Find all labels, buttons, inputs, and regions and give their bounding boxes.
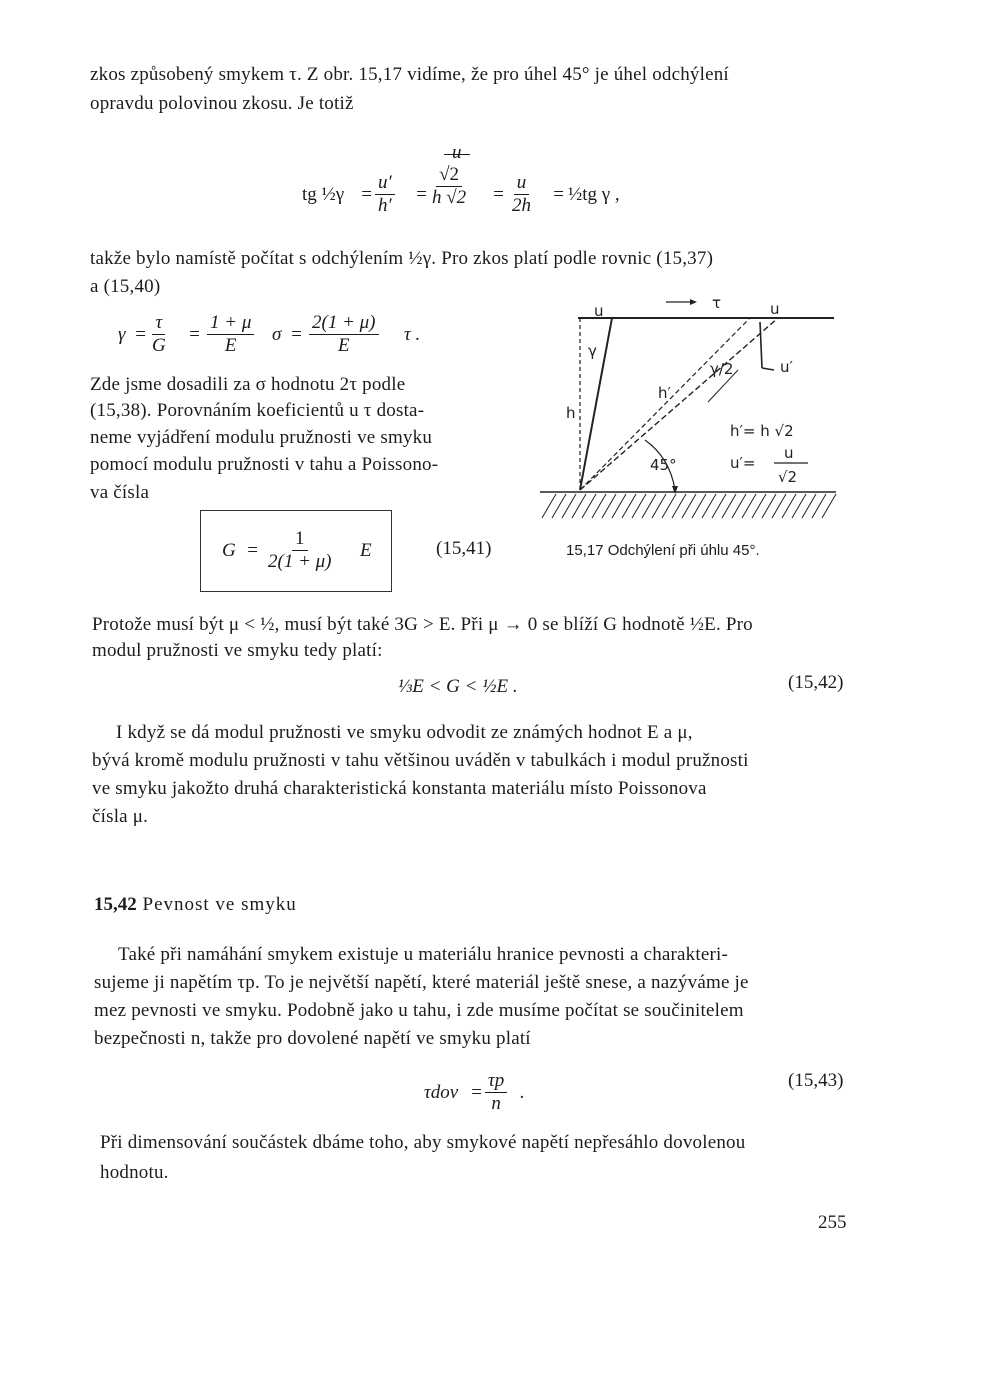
label-relation-u: u′= [730,454,756,472]
text-line: bývá kromě modulu pružnosti v tahu většinou uváděn v tabulkách i modul pružnosti [92,750,749,771]
svg-text:u: u [784,444,794,462]
label-u-prime: u′ [780,358,793,376]
fraction: $\frac{\tau}{G}$ [152,312,166,356]
fraction: $\frac{u'}{h'}$ [375,172,395,217]
text-line: bezpečnosti n, takže pro dovolené napětí ve smyku platí [94,1028,531,1049]
text-line: opravdu polovinou zkosu. Je totiž [90,93,354,114]
text-line: Zde jsme dosadili za σ hodnotu 2τ podle [90,374,406,395]
text-line: Také při namáhání smykem existuje u materiálu hranice pevnosti a charakteri- [118,944,729,965]
equation-number: (15,43) [788,1070,844,1091]
svg-text:√2: √2 [778,468,798,486]
label-gamma: γ [588,342,597,360]
fraction: $\frac{1 + \mu}{E}$ [207,312,254,357]
fraction: $\frac{√2}{h √2}$ [432,164,467,208]
text-line: takže bylo namístě počítat s odchýlením ½γ. Pro zkos platí podle rovnic (15,37) [90,248,714,269]
text-line: neme vyjádření modulu pružnosti ve smyku [90,427,433,448]
section-number: 15,42 [94,894,137,915]
page-number: 255 [818,1212,847,1233]
eq-lhs: tg ½γ [302,184,345,205]
text-line: va čísla [90,482,150,503]
fraction: $\frac{u}{2h}$ [512,172,531,216]
fraction: $\frac{\tau p}{n}$ [485,1070,507,1115]
text-line: Protože musí být μ < ½, musí být také 3G > E. Při μ → 0 se blíží G hodnotě ½E. Pro [92,614,753,635]
equation-tg-half-gamma: tg ½γ = $\frac{u'}{h'}$ = u $\frac{√2}{h √2}$ = $\frac{u}{2h}$ = ½tg γ , [302,142,620,216]
fraction: $\frac{2(1 + \mu)}{E}$ [309,312,379,357]
text-line: zkos způsobený smykem τ. Z obr. 15,17 vidíme, že pro úhel 45° je úhel odchýlení [90,64,729,85]
section-heading [94,894,297,916]
equation-number: (15,42) [788,672,844,693]
equation-15-42: ⅓E < G < ½E . [398,676,518,697]
equation-15-41: G = $\frac{1}{2(1 + \mu)}$ E [222,528,372,572]
text-line: a (15,40) [90,276,161,297]
text-line: pomocí modulu pružnosti v tahu a Poissono- [90,454,439,475]
text-line: modul pružnosti ve smyku tedy platí: [92,640,383,661]
text-line: hodnotu. [100,1162,169,1183]
text-line: (15,38). Porovnáním koeficientů u τ dosta- [90,400,425,421]
text-line: ve smyku jakožto druhá charakteristická konstanta materiálu místo Poissonova [92,778,707,799]
text-line: sujeme ji napětím τp. To je největší napětí, které materiál ještě snese, a nazýváme je [94,972,749,993]
text-line: I když se dá modul pružnosti ve smyku odvodit ze známých hodnot E a μ, [116,722,693,743]
equation-15-43: τdov = $\frac{\tau p}{n}$ . [424,1070,525,1114]
label-tau: τ [712,294,722,312]
label-u-left: u [594,302,604,320]
section-title: Pevnost ve smyku [142,894,297,915]
label-u-right: u [770,300,780,318]
text-line: čísla μ. [92,806,149,827]
label-half-gamma: γ/2 [710,360,734,378]
text-line: Při dimensování součástek dbáme toho, aby smykové napětí nepřesáhlo dovolenou [100,1132,746,1153]
fraction: $\frac{1}{2(1 + \mu)}$ [268,528,332,572]
label-h-prime: h′ [658,384,671,402]
equation-gamma: γ = $\frac{\tau}{G}$ = $\frac{1 + \mu}{E}$ σ = $\frac{2(1 + \mu)}{E}$ τ . [118,312,421,356]
label-angle: 45° [650,456,677,474]
label-h: h [566,404,576,422]
text-line: mez pevnosti ve smyku. Podobně jako u tahu, i zde musíme počítat se součinitelem [94,1000,744,1021]
label-relation-h: h′= h √2 [730,422,794,440]
equation-number: (15,41) [436,538,492,559]
figure-shear-diagram [530,290,850,525]
figure-caption: 15,17 Odchýlení při úhlu 45°. [566,542,760,559]
